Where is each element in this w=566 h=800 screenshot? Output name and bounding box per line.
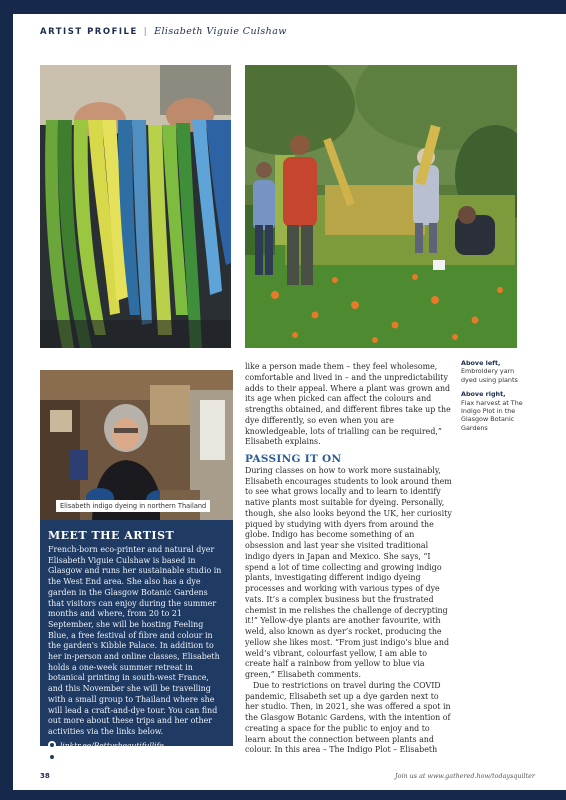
instagram-link[interactable] xyxy=(48,752,225,763)
yarn-photo xyxy=(40,65,231,348)
meet-the-artist-box xyxy=(40,520,233,762)
flax-photo-image xyxy=(245,65,517,348)
article-intro-paragraph: like a person made them – they feel wholesome, comfortable and lived in – and the unpredictability adds to their appeal. Where a plant was grown and its age when picked can affect the colours and strengths obtained, and different fibres take up the dye differently, so even when you are knowledgeable, lots of trialling can be required,” Elisabeth explains. xyxy=(245,362,451,447)
meet-the-artist-heading: MEET THE ARTIST xyxy=(48,529,175,542)
linktree-link[interactable] xyxy=(48,740,225,751)
header-separator: | xyxy=(143,27,149,37)
linktree-link-text: linktr.ee/Bettysbeautifullife xyxy=(60,740,164,750)
artist-name: Elisabeth Viguie Culshaw xyxy=(154,26,287,37)
portrait-photo xyxy=(40,370,233,520)
caption-left xyxy=(461,359,523,384)
caption-left-label: Above left, xyxy=(461,359,501,367)
article-paragraph-1: During classes on how to work more sustainably, Elisabeth encourages students to look around them to see what grows locally and to learn to identify native plants most suitable for dyeing. Personally, though, she also looks beyond the UK, her curiosity piqued by studying with dyers from around the globe. Indigo has become something of an obsession and last year she visited traditional indigo dyers in Japan and Mexico. She says, “I spend a lot of time collecting and growing indigo plants, investigating different indigo dyeing processes and working with various types of dye vats. It’s a complex business but the frustrated chemist in me relishes the challenge of decrypting it!” Yellow-dye plants are another favourite, with weld, also known as dyer’s rocket, producing the yellow she likes most. “From just indigo’s blue and weld’s vibrant, colourfast yellow, I am able to create half a rainbow from yellow to blue via green,” Elisabeth comments. xyxy=(245,465,452,679)
article-column xyxy=(245,362,452,756)
page-number: 38 xyxy=(40,772,50,780)
meet-the-artist-body: French-born eco-printer and natural dyer Elisabeth Viguie Culshaw is based in Glasgow and runs her sustainable studio in the West End area. She also has a dye garden in the Glasgow Botanic Gardens that visitors can enjoy during the summer months and where, from 20 to 21 September, she will be hosting Feeling Blue, a free festival of fibre and colour in the garden's Kibble Palace. In addition to her in-person and online classes, Elisabeth holds a one-week summer retreat in botanical printing in south-west France, and this November she will be travelling with a small group to Thailand where she will lead a craft-and-dye tour. You can find out more about these trips and her other activities via the links below. xyxy=(48,545,222,736)
caption-right xyxy=(461,390,523,432)
caption-left-text: Embroidery yarn dyed using plants xyxy=(461,367,518,384)
page-frame-left xyxy=(0,0,13,800)
running-header xyxy=(40,26,287,37)
link-icon xyxy=(48,741,56,749)
instagram-link-text: @bettysbeautifullife xyxy=(60,752,137,762)
portrait-photo-image xyxy=(40,370,233,520)
watermark: PassionForum.ru xyxy=(464,782,562,793)
footer-website-note: Join us at www.gathered.how/todaysquilter xyxy=(395,772,535,780)
caption-right-label: Above right, xyxy=(461,390,506,399)
passing-it-on-heading: PASSING IT ON xyxy=(245,453,342,465)
flax-photo xyxy=(245,65,517,348)
portrait-caption: Elisabeth indigo dyeing in northern Thailand xyxy=(56,500,210,512)
section-label: ARTIST PROFILE xyxy=(40,27,138,37)
page-frame-top xyxy=(0,0,566,14)
yarn-photo-image xyxy=(40,65,231,348)
instagram-icon xyxy=(48,753,56,761)
photo-captions xyxy=(461,359,523,438)
caption-right-text: Flax harvest at The Indigo Plot in the Glasgow Botanic Gardens xyxy=(461,398,523,432)
article-paragraph-2: Due to restrictions on travel during the COVID pandemic, Elisabeth set up a dye garden next to her studio. Then, in 2021, she was offered a spot in the Glasgow Botanic Gardens, with the intention of creating a space for the public to enjoy and to learn about the connection between plants and colour. In this area – The Indigo Plot – Elisabeth xyxy=(245,680,451,755)
